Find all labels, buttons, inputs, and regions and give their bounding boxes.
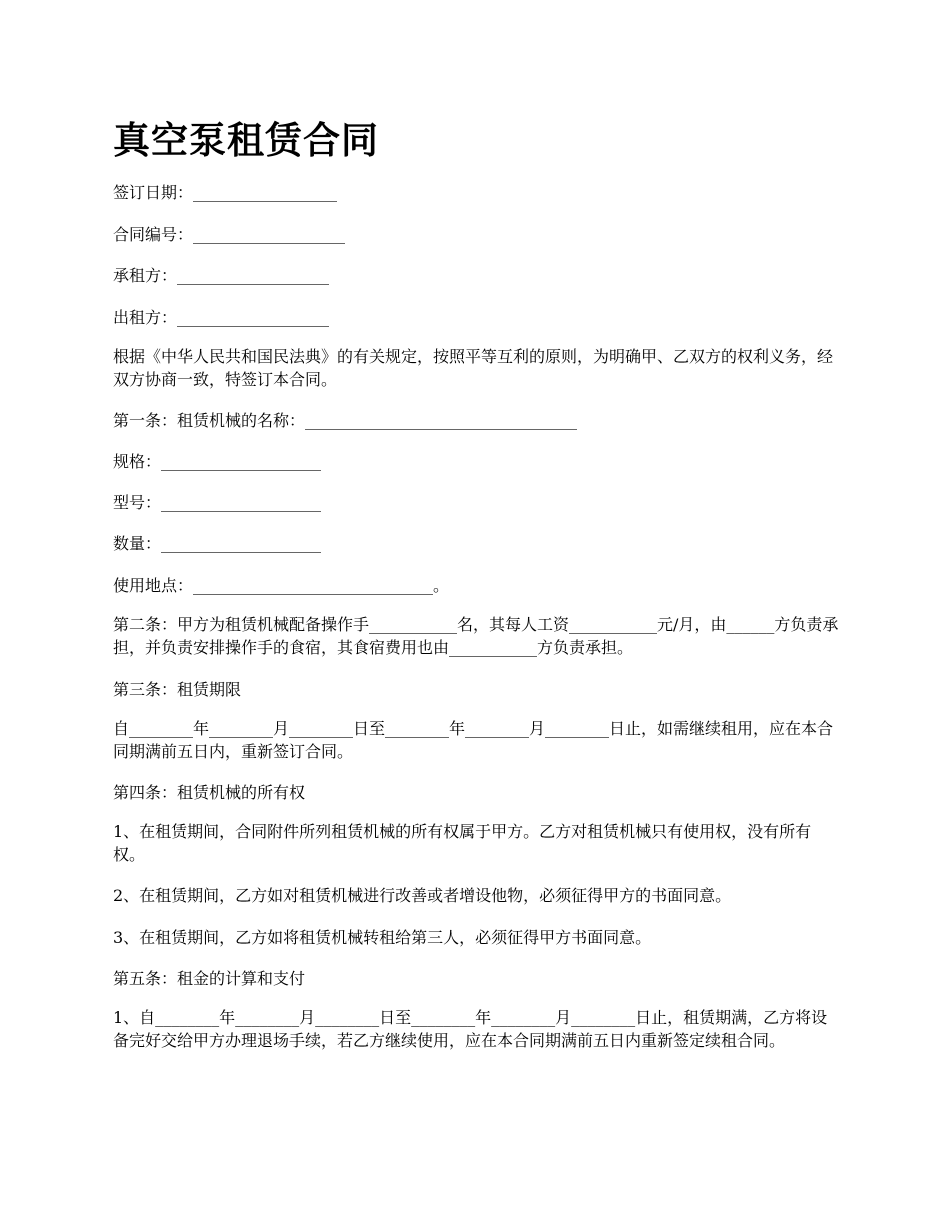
model-line: 型号：____________________ xyxy=(113,493,322,512)
signing-date-line: 签订日期：__________________ xyxy=(113,183,338,202)
specification-line: 规格：____________________ xyxy=(113,452,322,471)
article-2-paragraph: 第二条：甲方为租赁机械配备操作手___________名，其每人工资___________元/月，由______方负责承担，并负责安排操作手的食宿，其食宿费用也由___________方负责承担。 xyxy=(113,615,839,657)
lease-term-paragraph: 自________年________月________日至________年________月________日止，如需继续租用，应在本合同期满前五日内，重新签订合同。 xyxy=(113,719,834,761)
contract-number-line: 合同编号：___________________ xyxy=(113,225,346,244)
ownership-clause-2: 2、在租赁期间，乙方如对租赁机械进行改善或者增设他物，必须征得甲方的书面同意。 xyxy=(113,886,732,905)
rent-clause-1: 1、自________年________月________日至________年________月________日止，租赁期满，乙方将设备完好交给甲方办理退场手续，若乙方继续使用，应在本合同期满前五日内重新签定续租合同。 xyxy=(113,1008,828,1050)
article-3-heading: 第三条：租赁期限 xyxy=(113,680,242,699)
ownership-clause-3: 3、在租赁期间，乙方如将租赁机械转租给第三人，必须征得甲方书面同意。 xyxy=(113,928,652,947)
preamble-paragraph: 根据《中华人民共和国民法典》的有关规定，按照平等互利的原则，为明确甲、乙双方的权利义务，经双方协商一致，特签订本合同。 xyxy=(113,347,834,389)
lessor-line: 出租方：___________________ xyxy=(113,308,330,327)
lessee-line: 承租方：___________________ xyxy=(113,266,330,285)
article-5-heading: 第五条：租金的计算和支付 xyxy=(113,969,306,988)
article-4-heading: 第四条：租赁机械的所有权 xyxy=(113,783,306,802)
ownership-clause-1: 1、在租赁期间，合同附件所列租赁机械的所有权属于甲方。乙方对租赁机械只有使用权，没有所有权。 xyxy=(113,822,812,864)
quantity-line: 数量：____________________ xyxy=(113,534,322,553)
document-title: 真空泵租赁合同 xyxy=(113,118,379,162)
article-1-heading: 第一条：租赁机械的名称：__________________________________ xyxy=(113,411,578,430)
location-line: 使用地点：______________________________。 xyxy=(113,576,450,595)
